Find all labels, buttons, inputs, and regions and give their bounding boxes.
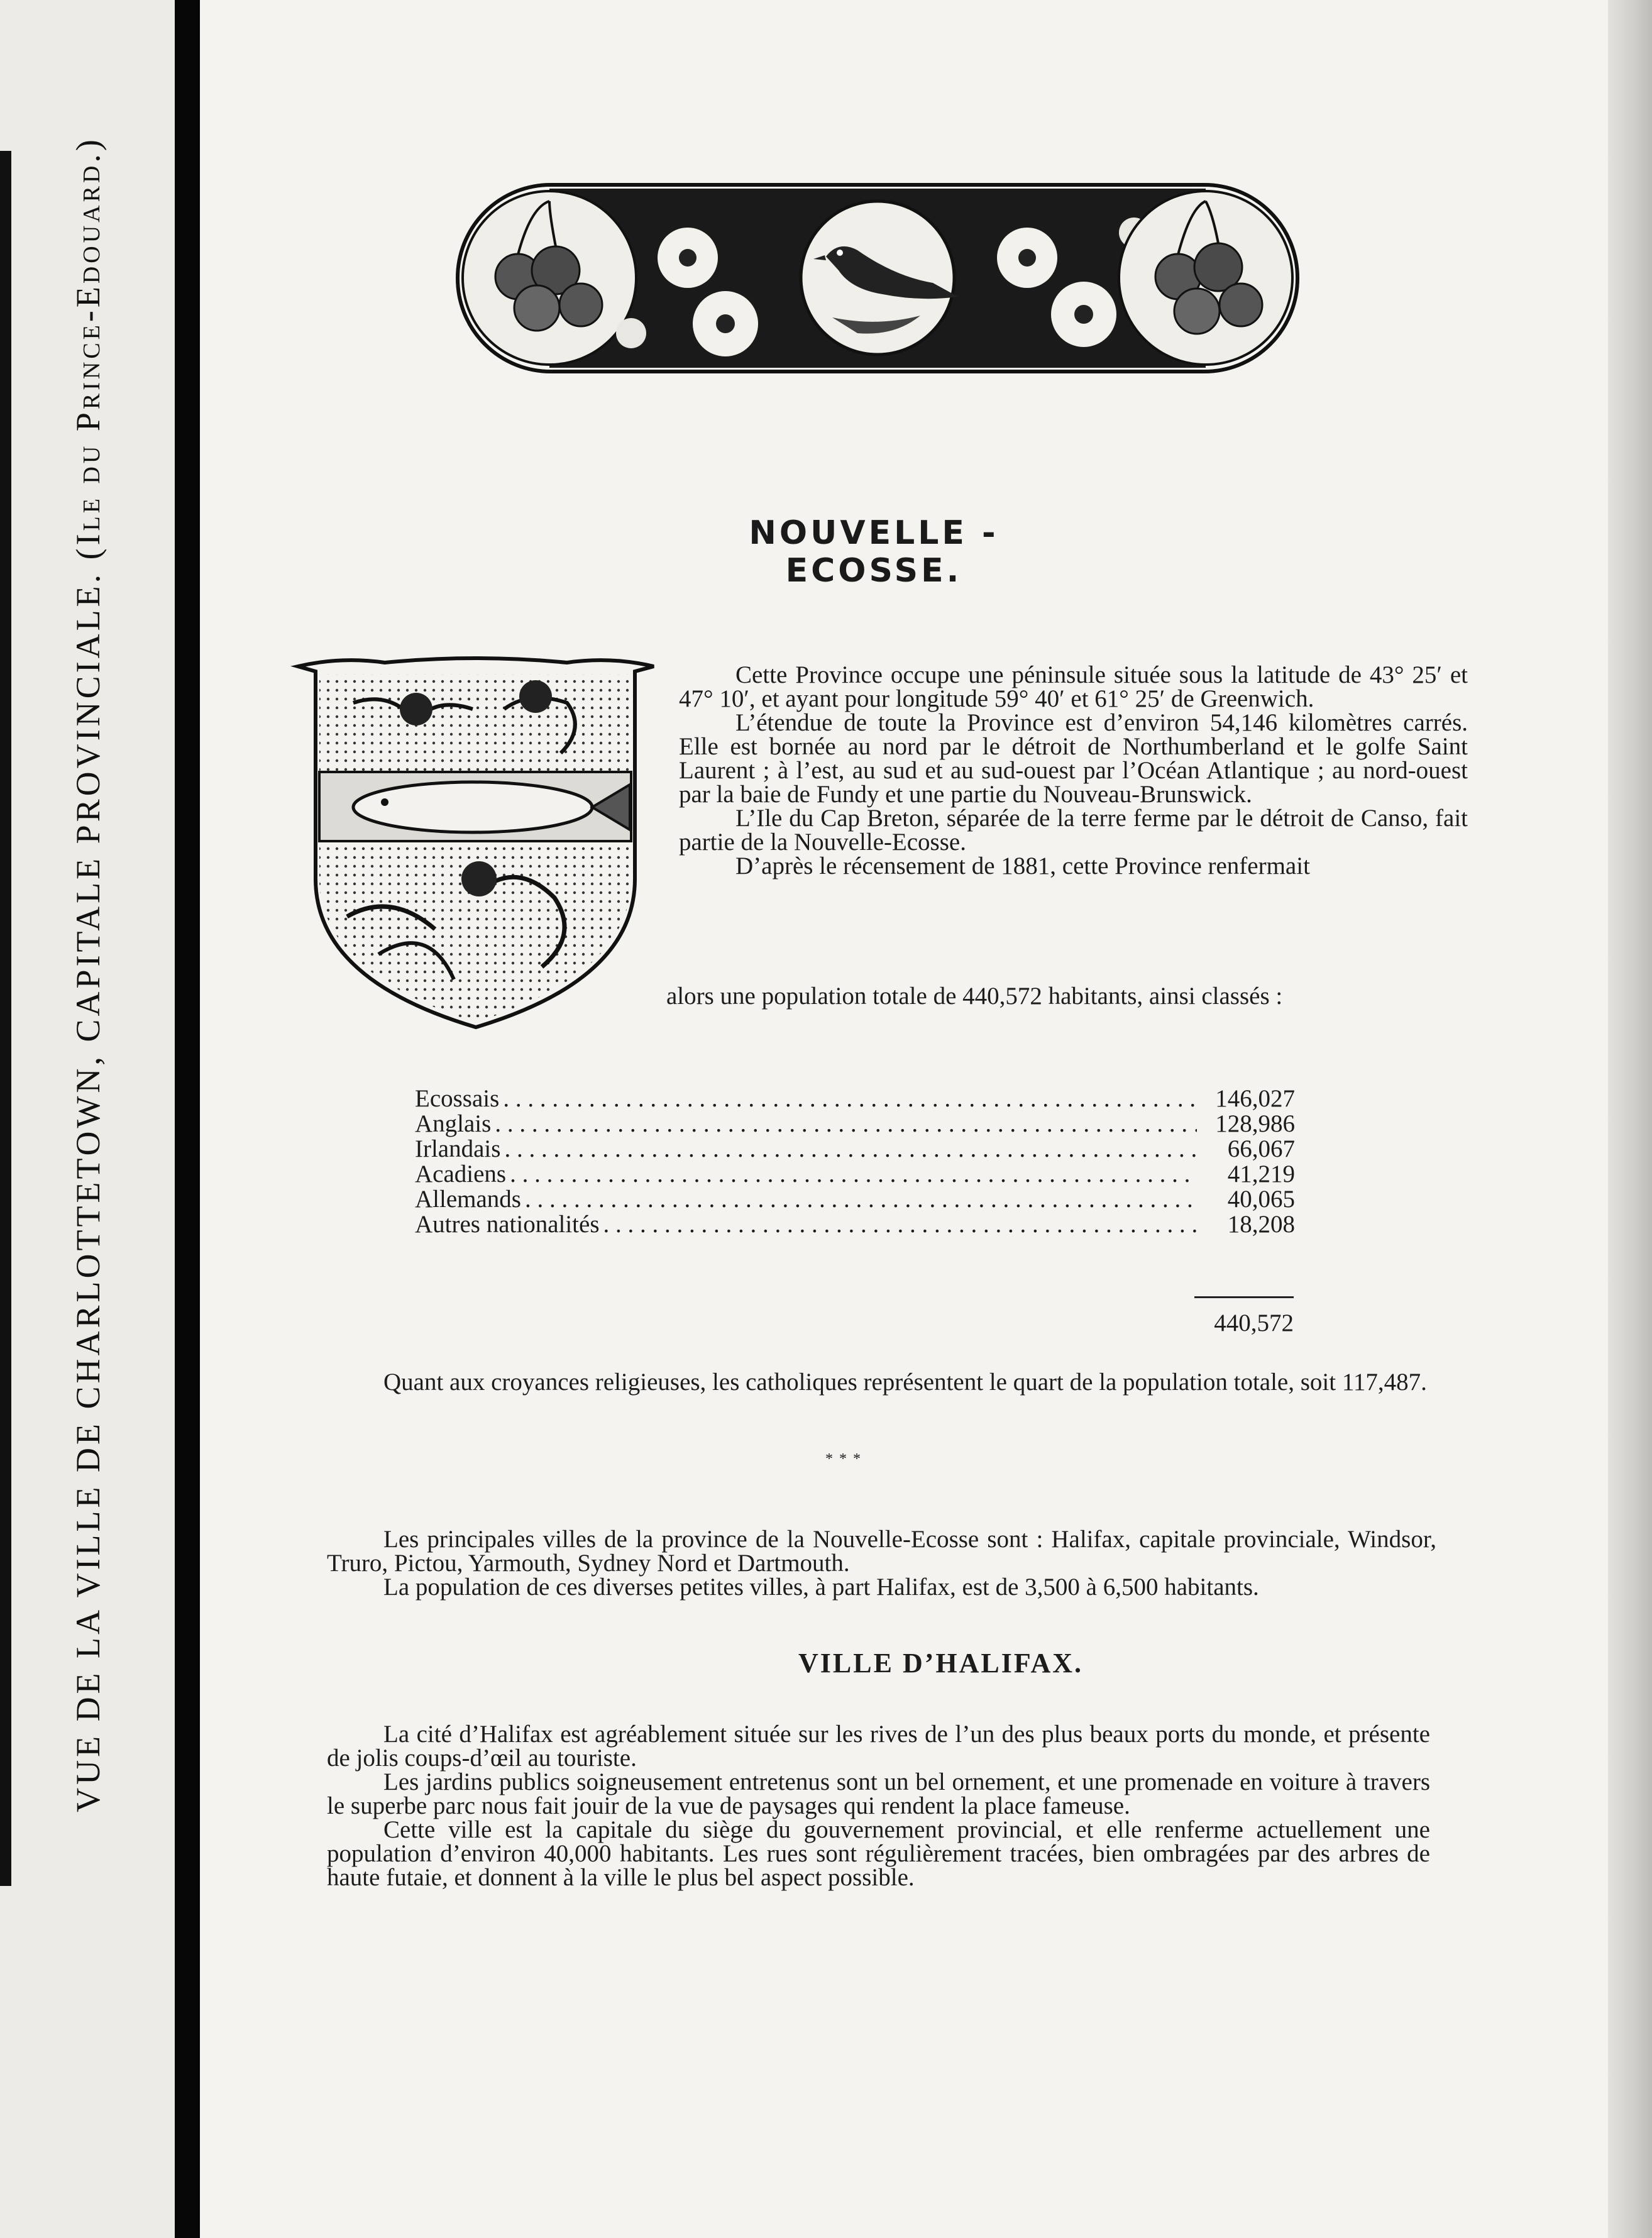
population-value: 146,027 [1215, 1085, 1295, 1112]
halifax-paragraph-2: Les jardins publics soigneusement entretenus sont un bel ornement, et une promenade en voiture à travers le superbe parc nous fait jouir de la vue de paysages qui rendent la place fameuse. [327, 1768, 1430, 1819]
asterism-glyph: * * * [825, 1451, 862, 1467]
religion-text: Quant aux croyances religieuses, les catholiques représentent le quart de la population totale, soit 117,487. [383, 1369, 1427, 1396]
population-table [415, 1086, 1295, 1237]
population-row [415, 1162, 1295, 1187]
population-label: Allemands [415, 1186, 521, 1213]
population-label: Acadiens [415, 1160, 507, 1188]
coat-of-arms-icon [290, 653, 661, 1030]
plate-caption-main: VUE DE LA VILLE DE CHARLOTTETOWN, CAPITALE PROVINCIALE. [69, 571, 107, 1812]
halifax-paragraph-1: La cité d’Halifax est agréablement située sur les rives de l’un des plus beaux ports du monde, et présente de jolis coups-d’œil au touriste. [327, 1721, 1430, 1772]
religion-paragraph [327, 1370, 1443, 1394]
population-label: Irlandais [415, 1135, 501, 1162]
header-ornament [455, 182, 1300, 374]
intro-paragraph-3: L’Ile du Cap Breton, séparée de la terre ferme par le détroit de Canso, fait partie de la Nouvelle-Ecosse. [679, 805, 1468, 856]
population-label: Autres nationalités [415, 1211, 600, 1238]
total-rule [1194, 1296, 1294, 1298]
bird-medallion-icon [801, 201, 958, 355]
intro-paragraph-1: Cette Province occupe une péninsule située sous la latitude de 43° 25′ et 47° 10′, et ayant pour longitude 59° 40′ et 61° 25′ de Greenwich. [679, 661, 1468, 712]
population-value: 66,067 [1227, 1135, 1295, 1162]
leader-dots [603, 1212, 1197, 1237]
intro-paragraph-4-head: D’après le récensement de 1881, cette Province renfermait [735, 852, 1310, 879]
population-label: Ecossais [415, 1085, 500, 1112]
leader-dots [510, 1162, 1197, 1187]
population-row [415, 1212, 1295, 1237]
page-edge-shadow [1608, 0, 1652, 2238]
population-row [415, 1187, 1295, 1212]
cherry-cluster-right-icon [1119, 191, 1292, 365]
section-title-halifax: VILLE D’HALIFAX. [798, 1648, 1084, 1678]
plate-frame-edge [0, 151, 11, 1886]
population-label: Anglais [415, 1110, 492, 1137]
cherry-cluster-left-icon [463, 191, 636, 365]
leader-dots [495, 1111, 1197, 1137]
asterism [825, 1452, 862, 1466]
population-row [415, 1137, 1295, 1162]
intro-paragraph-4-tail: alors une population totale de 440,572 habitants, ainsi classés : [666, 983, 1283, 1010]
population-value: 18,208 [1227, 1211, 1295, 1238]
leader-dots [504, 1137, 1197, 1162]
towns-paragraphs [327, 1528, 1436, 1599]
population-value: 128,986 [1215, 1110, 1295, 1137]
plate-caption-sub: (Ile du Prince-Edouard.) [69, 136, 107, 560]
towns-paragraph-2: La population de ces diverses petites villes, à part Halifax, est de 3,500 à 6,500 habitants. [383, 1574, 1259, 1601]
halifax-paragraphs [327, 1723, 1430, 1890]
population-total: 440,572 [1214, 1309, 1294, 1337]
leader-dots [503, 1086, 1197, 1111]
leader-dots [525, 1187, 1197, 1212]
population-row [415, 1086, 1295, 1111]
population-row [415, 1111, 1295, 1137]
towns-paragraph-1: Les principales villes de la province de la Nouvelle-Ecosse sont : Halifax, capitale provinciale, Windsor, Truro, Pictou, Yarmouth, Sydney Nord et Dartmouth. [327, 1526, 1436, 1577]
population-value: 40,065 [1227, 1186, 1295, 1213]
intro-paragraphs [679, 663, 1468, 878]
halifax-paragraph-3: Cette ville est la capitale du siège du gouvernement provincial, et elle renferme actuellement une population d’environ 40,000 habitants. Les rues sont régulièrement tracées, bien ombragées par des arbres de haute futaie, et donnent à la ville le plus bel aspect possible. [327, 1816, 1430, 1891]
plate-caption [69, 136, 107, 1812]
page-title: NOUVELLE - ECOSSE. [749, 514, 999, 590]
population-value: 41,219 [1227, 1160, 1295, 1188]
intro-paragraph-2: L’étendue de toute la Province est d’environ 54,146 kilomètres carrés. Elle est bornée au nord par le détroit de Northumberland et le golfe Saint Laurent ; à l’est, au sud et au sud-ouest par l’Océan Atlantique ; au nord-ouest par la baie de Fundy et une partie du Nouveau-Brunswick. [679, 709, 1468, 808]
